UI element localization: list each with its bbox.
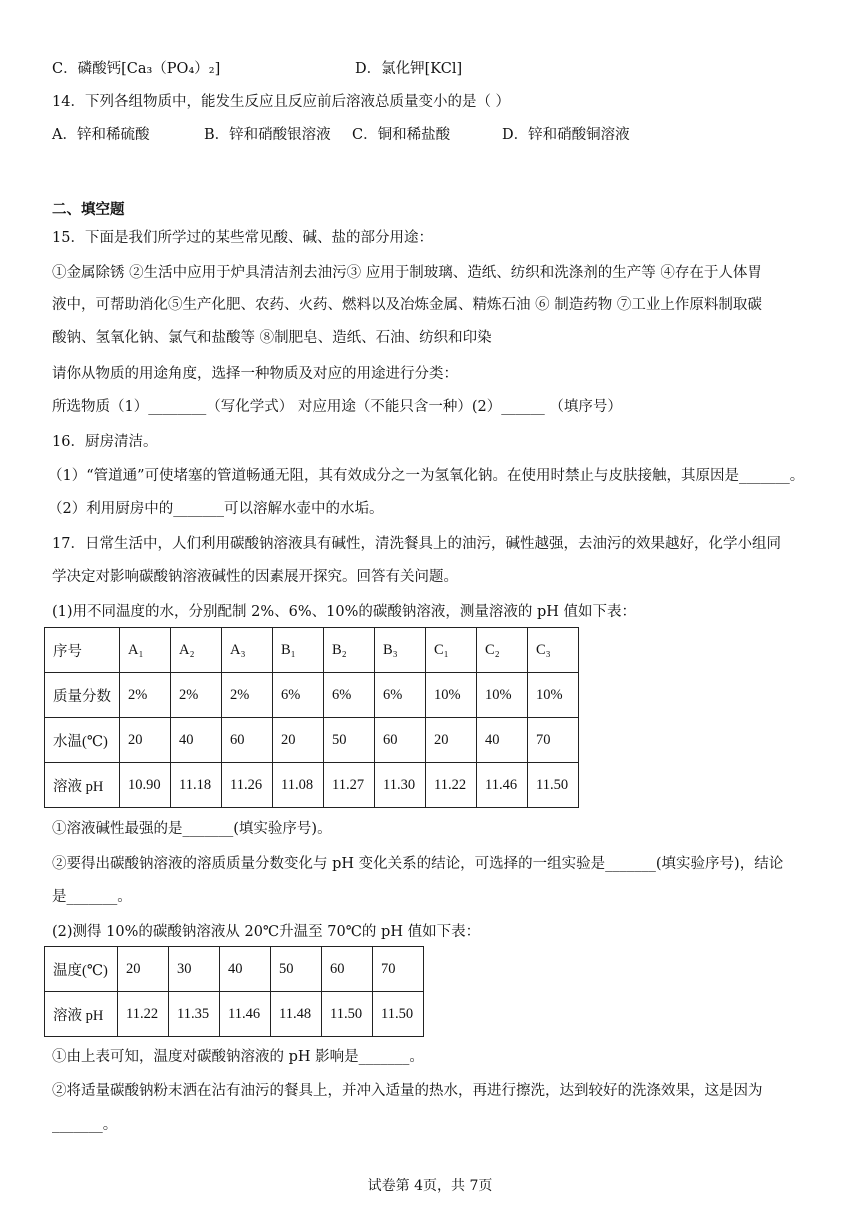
table-cell: 11.26 (222, 763, 273, 808)
table-cell: 10% (528, 673, 579, 718)
q13-option-c: C．磷酸钙[Ca₃（PO₄）₂] (52, 61, 221, 77)
q15-line-1: ①金属除锈 ②生活中应用于炉具清洁剂去油污③ 应用于制玻璃、造纸、纺织和洗涤剂的生产等 ④存在于人体胃 (52, 265, 762, 281)
table-row (45, 947, 424, 992)
table-cell: 11.22 (426, 763, 477, 808)
table-cell: 20 (120, 718, 171, 763)
table-cell: B₃ (375, 628, 426, 673)
table-cell: B₁ (273, 628, 324, 673)
row-header-cell: 温度(℃) (45, 947, 118, 992)
table-cell: 70 (528, 718, 579, 763)
q15-line-5: 所选物质（1）________（写化学式） 对应用途（不能只含一种）(2）______ （填序号） (52, 399, 622, 415)
section-title: 二、填空题 (52, 201, 125, 218)
table-cell: 11.08 (273, 763, 324, 808)
q17-sub-3: ①由上表可知，温度对碳酸钠溶液的 pH 影响是_______。 (52, 1049, 424, 1065)
q15-line-2: 液中，可帮助消化⑤生产化肥、农药、火药、燃料以及冶炼金属、精炼石油 ⑥ 制造药物 ⑦工业上作原料制取碳 (52, 297, 762, 313)
q17-line-2: 学决定对影响碳酸钠溶液碱性的因素展开探究。回答有关问题。 (52, 569, 458, 585)
table-cell: A₂ (171, 628, 222, 673)
q17-part2-intro: (2)测得 10%的碳酸钠溶液从 20℃升温至 70℃的 pH 值如下表： (52, 924, 481, 940)
q16-stem: 16．厨房清洁。 (52, 434, 158, 450)
table-cell: 11.46 (477, 763, 528, 808)
q14-option-c: C．铜和稀盐酸 (352, 127, 451, 143)
table-cell: 20 (118, 947, 169, 992)
table-cell: 70 (373, 947, 424, 992)
q16-part-2: （2）利用厨房中的_______可以溶解水壶中的水垢。 (48, 501, 384, 517)
q16-part-1: （1）“管道通”可使堵塞的管道畅通无阻，其有效成分之一为氢氧化钠。在使用时禁止与皮肤接触，其原因是_______。 (48, 468, 805, 484)
table-cell: A₃ (222, 628, 273, 673)
q17-sub-2-line-2: 是_______。 (52, 889, 132, 905)
table-cell: 10.90 (120, 763, 171, 808)
q17-sub-4-line-1: ②将适量碳酸钠粉末洒在沾有油污的餐具上，并冲入适量的热水，再进行擦洗，达到较好的洗涤效果，这是因为 (52, 1083, 763, 1099)
q13-option-d: D．氯化钾[KCl] (355, 61, 463, 77)
table-cell: C₃ (528, 628, 579, 673)
table-cell: 60 (322, 947, 373, 992)
table-row (45, 992, 424, 1037)
table-cell: 11.46 (220, 992, 271, 1037)
table-cell: 2% (171, 673, 222, 718)
q14-stem: 14．下列各组物质中，能发生反应且反应前后溶液总质量变小的是（ ） (52, 94, 511, 110)
table-cell: 11.50 (528, 763, 579, 808)
q14-option-d: D．锌和硝酸铜溶液 (502, 127, 630, 143)
table-cell: 11.48 (271, 992, 322, 1037)
ph-table-2 (44, 946, 424, 1037)
table-cell: 10% (426, 673, 477, 718)
ph-table-1 (44, 627, 579, 808)
q17-line-1: 17．日常生活中，人们利用碳酸钠溶液具有碱性，清洗餐具上的油污，碱性越强，去油污的效果越好，化学小组同 (52, 536, 781, 552)
q15-stem: 15．下面是我们所学过的某些常见酸、碱、盐的部分用途： (52, 230, 433, 246)
table-cell: C₂ (477, 628, 528, 673)
table-row (45, 628, 579, 673)
row-header-cell: 溶液 pH (45, 992, 118, 1037)
table-row (45, 673, 579, 718)
table-cell: 6% (324, 673, 375, 718)
page-footer: 试卷第 4页，共 7页 (367, 1178, 493, 1194)
table-cell: 30 (169, 947, 220, 992)
q15-line-4: 请你从物质的用途角度，选择一种物质及对应的用途进行分类： (52, 366, 458, 382)
table-cell: 20 (273, 718, 324, 763)
row-header-cell: 质量分数 (45, 673, 120, 718)
table-row (45, 763, 579, 808)
table-cell: 60 (222, 718, 273, 763)
table-cell: 50 (271, 947, 322, 992)
row-header-cell: 序号 (45, 628, 120, 673)
table-cell: 11.35 (169, 992, 220, 1037)
table-cell: B₂ (324, 628, 375, 673)
table-cell: 11.30 (375, 763, 426, 808)
table-cell: 2% (120, 673, 171, 718)
table-cell: 10% (477, 673, 528, 718)
q17-part1-intro: (1)用不同温度的水，分别配制 2%、6%、10%的碳酸钠溶液，测量溶液的 pH 值如下表： (52, 604, 637, 620)
table-cell: 40 (171, 718, 222, 763)
q17-sub-2-line-1: ②要得出碳酸钠溶液的溶质质量分数变化与 pH 变化关系的结论，可选择的一组实验是_______(填实验序号)，结论 (52, 856, 784, 872)
q15-line-3: 酸钠、氢氧化钠、氯气和盐酸等 ⑧制肥皂、造纸、石油、纺织和印染 (52, 330, 492, 346)
table-cell: 11.22 (118, 992, 169, 1037)
q14-option-a: A．锌和稀硫酸 (52, 127, 150, 143)
table-cell: 40 (220, 947, 271, 992)
q14-option-b: B．锌和硝酸银溶液 (204, 127, 331, 143)
table-cell: C₁ (426, 628, 477, 673)
table-row (45, 718, 579, 763)
table-cell: 11.50 (373, 992, 424, 1037)
row-header-cell: 水温(℃) (45, 718, 120, 763)
table-cell: 50 (324, 718, 375, 763)
table-cell: 11.50 (322, 992, 373, 1037)
q17-sub-1: ①溶液碱性最强的是_______(填实验序号)。 (52, 821, 332, 837)
table-cell: A₁ (120, 628, 171, 673)
row-header-cell: 溶液 pH (45, 763, 120, 808)
table-cell: 20 (426, 718, 477, 763)
table-cell: 11.18 (171, 763, 222, 808)
table-cell: 60 (375, 718, 426, 763)
table-cell: 2% (222, 673, 273, 718)
table-cell: 6% (375, 673, 426, 718)
q17-sub-4-line-2: _______。 (52, 1117, 118, 1133)
table-cell: 11.27 (324, 763, 375, 808)
table-cell: 6% (273, 673, 324, 718)
table-cell: 40 (477, 718, 528, 763)
